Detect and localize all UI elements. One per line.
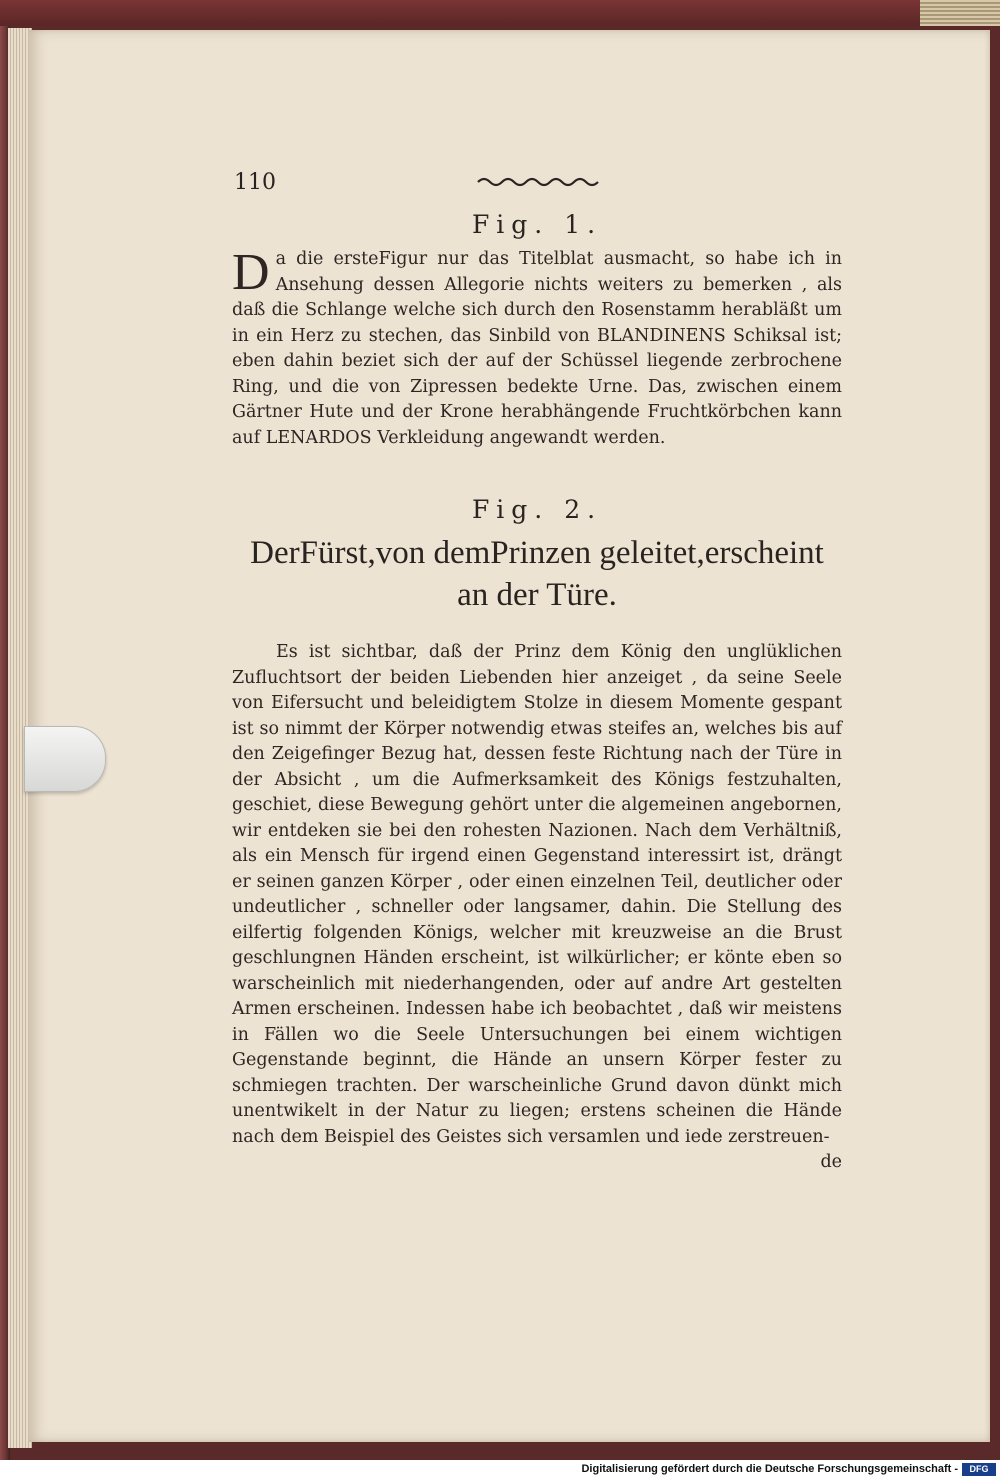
page-content bbox=[232, 160, 842, 1172]
fig2-paragraph: Es ist sichtbar, daß der Prinz dem König den unglüklichen Zufluchtsort der beiden Liebenden hier anzeiget , da seine Seele von Eifersucht und beleidigtem Stolze in diesem Momente gespant ist so nimmt der Körper notwendig etwas steifes an, welches bis auf den Zeigefinger Bezug hat, dessen feste Richtung nach der Türe in der Absicht , um die Aufmerksamkeit des Königs festzuhalten, geschiet, diese Bewegung gehört unter die algemeinen angebornen, wir entdeken sie bei den rohesten Nazionen. Nach dem Verhältniß, als ein Mensch für irgend einen Gegenstand interessirt ist, drängt er seinen ganzen Körper , oder einen einzelnen Teil, deutlicher oder undeutlicher , schneller oder langsamer, dahin. Die Stellung des eilfertig folgenden Königs, welcher mit kreuzweise an die Brust geschlungnen Händen erscheint, ist wilkürlicher; er könte eben so warscheinlich mit niederhangenden, oder auf andre Art gestelten Armen erscheinen. Indessen habe ich beobachtet , daß wir meistens in Fällen wo die Seele Untersuchungen bei einem wichtigen Gegenstande beginnt, die Hände an unsern Körper fester zu schmiegen trachten. Der warscheinliche Grund davon dünkt mich unentwikelt in der Natur zu liegen; erstens scheinen die Hände nach dem Beispiel des Geistes sich versamlen und iede zerstreuen- bbox=[232, 642, 842, 1147]
fig1-title: Fig. 1. bbox=[471, 210, 603, 239]
fig2-subtitle bbox=[232, 532, 842, 616]
fig2-subtitle-line1: DerFürst,von demPrinzen geleitet,erscheint bbox=[250, 535, 824, 571]
page-tab-marker bbox=[24, 726, 106, 792]
catchword: de bbox=[820, 1152, 842, 1172]
fig1-paragraph bbox=[232, 244, 842, 451]
page-number: 110 bbox=[234, 170, 276, 195]
digitization-footer bbox=[0, 1460, 1000, 1479]
wave-ornament-icon bbox=[476, 174, 606, 188]
book-binding bbox=[0, 0, 1000, 26]
dfg-logo: DFG bbox=[962, 1463, 996, 1476]
footer-credit: Digitalisierung gefördert durch die Deutsche Forschungsgemeinschaft - bbox=[581, 1463, 958, 1475]
fig2-subtitle-line2: an der Türe. bbox=[457, 577, 617, 613]
page-gilt-edge bbox=[920, 0, 1000, 26]
drop-cap: D bbox=[232, 244, 270, 301]
fig2-title: Fig. 2. bbox=[471, 495, 603, 524]
fig1-text: a die ersteFigur nur das Titelblat ausmacht, so habe ich in Ansehung dessen Allegorie nichts weiters zu bemerken , als daß die Schlange welche sich durch den Rosenstamm herabläßt um in ein Herz zu stechen, das Sinbild von BLANDINENS Schiksal ist; eben dahin beziet sich der auf der Schüssel liegende zerbrochene Ring, und die von Zipressen bedekte Urne. Das, zwischen einem Gärtner Hute und der Krone herabhängende Fruchtkörbchen kann auf LENARDOS Verkleidung angewandt werden. bbox=[232, 249, 842, 448]
page-header bbox=[232, 160, 842, 196]
